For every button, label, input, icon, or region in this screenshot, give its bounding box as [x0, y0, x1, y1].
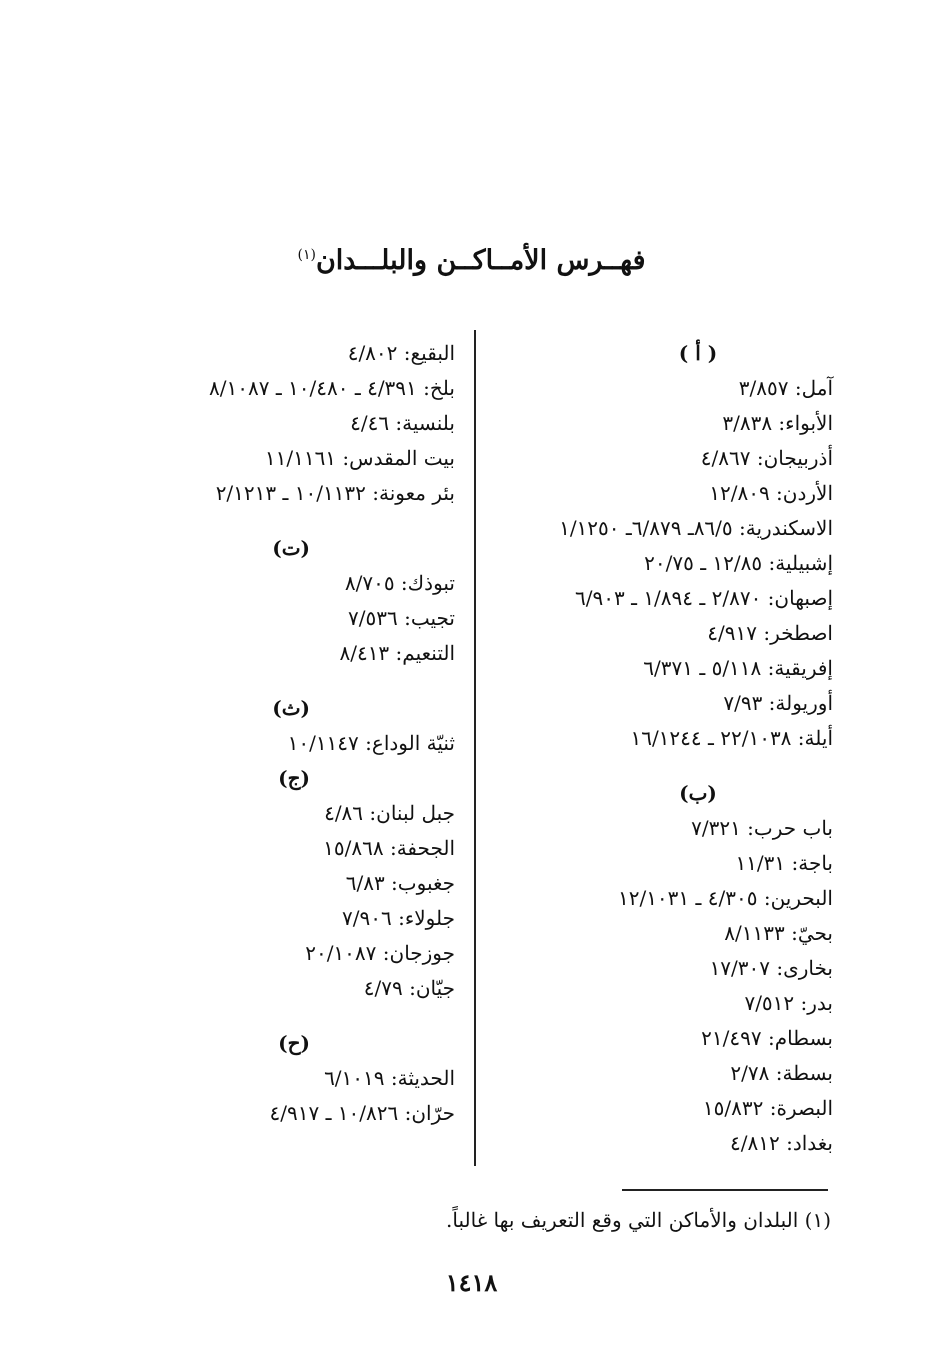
index-entry: تبوذك: ٨/٧٠٥	[344, 571, 455, 595]
index-entry: إفريقية: ٥/١١٨ ـ ٦/٣٧١	[643, 656, 833, 680]
index-entry: بدر: ٧/٥١٢	[744, 991, 833, 1015]
title-footnote-marker: (١)	[297, 247, 316, 263]
column-divider	[474, 330, 476, 1166]
index-entry: بحيّ: ٨/١١٣٣	[724, 921, 833, 945]
index-entry: بيت المقدس: ١١/١١٦١	[264, 446, 455, 470]
index-entry: باب حرب: ٧/٣٢١	[691, 816, 833, 840]
index-entry: جيّان: ٤/٧٩	[363, 976, 455, 1000]
index-entry: ثنيّة الوداع: ١٠/١١٤٧	[287, 731, 455, 755]
footnote: (١) البلدان والأماكن التي وقع التعريف بها غالباً.	[446, 1208, 831, 1232]
index-entry: تجيب: ٧/٥٣٦	[348, 606, 455, 630]
index-entry: باجة: ١١/٣١	[735, 851, 833, 875]
index-entry: البصرة: ١٥/٨٣٢	[702, 1096, 833, 1120]
section-heading-ha: (ح)	[278, 1031, 310, 1055]
index-entry: جغبوب: ٦/٨٣	[345, 871, 455, 895]
index-entry: بخارى: ١٧/٣٠٧	[709, 956, 833, 980]
index-entry: الاسكندرية: ٨٦/٥ـ ٦/٨٧٩ـ ١/١٢٥٠	[559, 516, 833, 540]
right-column	[493, 336, 833, 1161]
page-number: ١٤١٨	[445, 1268, 498, 1297]
index-entry: إشبيلية: ١٢/٨٥ ـ ٢٠/٧٥	[644, 551, 833, 575]
index-entry: بسطة: ٢/٧٨	[730, 1061, 833, 1085]
section-heading-alif: ( أ )	[678, 341, 718, 365]
index-entry: أيلة: ٢٢/١٠٣٨ ـ ١٦/١٢٤٤	[630, 726, 833, 750]
section-gap	[125, 1006, 455, 1026]
index-entry: جبل لبنان: ٤/٨٦	[324, 801, 455, 825]
index-entry: بغداد: ٤/٨١٢	[730, 1131, 833, 1155]
left-column	[125, 336, 455, 1131]
jim-entry-list	[125, 796, 455, 1006]
section-heading-tha: (ث)	[272, 696, 310, 720]
index-entry: حرّان: ١٠/٨٢٦ ـ ٤/٩١٧	[269, 1101, 455, 1125]
index-entry: التنعيم: ٨/٤١٣	[339, 641, 455, 665]
alif-entry-list	[493, 371, 833, 756]
index-entry: بئر معونة: ١٠/١١٣٢ ـ ٢/١٢١٣	[215, 481, 455, 505]
ha-entry-list	[125, 1061, 455, 1131]
index-entry: الأبواء: ٣/٨٣٨	[722, 411, 833, 435]
title-text: فهــرس الأمــاكــن والبلـــدان	[315, 245, 646, 276]
index-entry: البقيع: ٤/٨٠٢	[347, 341, 455, 365]
index-entry: أذربيجان: ٤/٨٦٧	[700, 446, 833, 470]
index-entry: جلولاء: ٧/٩٠٦	[342, 906, 455, 930]
index-entry: بسطام: ٢١/٤٩٧	[701, 1026, 833, 1050]
index-entry: البحرين: ٤/٣٠٥ ـ ١٢/١٠٣١	[617, 886, 833, 910]
index-entry: الجحفة: ١٥/٨٦٨	[323, 836, 455, 860]
ba-continued-entry-list	[125, 336, 455, 511]
ta-entry-list	[125, 566, 455, 671]
index-entry: الأردن: ١٢/٨٠٩	[709, 481, 833, 505]
index-entry: أوريولة: ٧/٩٣	[723, 691, 833, 715]
index-entry: بلنسية: ٤/٤٦	[350, 411, 455, 435]
section-heading-ta: (ت)	[272, 536, 310, 560]
section-heading-ba: (ب)	[679, 781, 717, 805]
section-gap	[125, 511, 455, 531]
ba-entry-list	[493, 811, 833, 1161]
index-entry: اصطخر: ٤/٩١٧	[707, 621, 833, 645]
tha-entry-list	[125, 726, 455, 761]
index-entry: آمل: ٣/٨٥٧	[738, 376, 833, 400]
index-entry: إصبهان: ٢/٨٧٠ ـ ١/٨٩٤ ـ ٦/٩٠٣	[575, 586, 833, 610]
section-heading-jim: (ج)	[278, 766, 310, 790]
index-entry: الحديثة: ٦/١٠١٩	[324, 1066, 455, 1090]
index-entry: بلخ: ٤/٣٩١ ـ ١٠/٤٨٠ ـ ٨/١٠٨٧	[209, 376, 455, 400]
section-gap	[493, 756, 833, 776]
index-entry: جوزجان: ٢٠/١٠٨٧	[305, 941, 455, 965]
section-gap	[125, 671, 455, 691]
page-title	[0, 245, 943, 276]
footnote-rule	[622, 1189, 828, 1191]
